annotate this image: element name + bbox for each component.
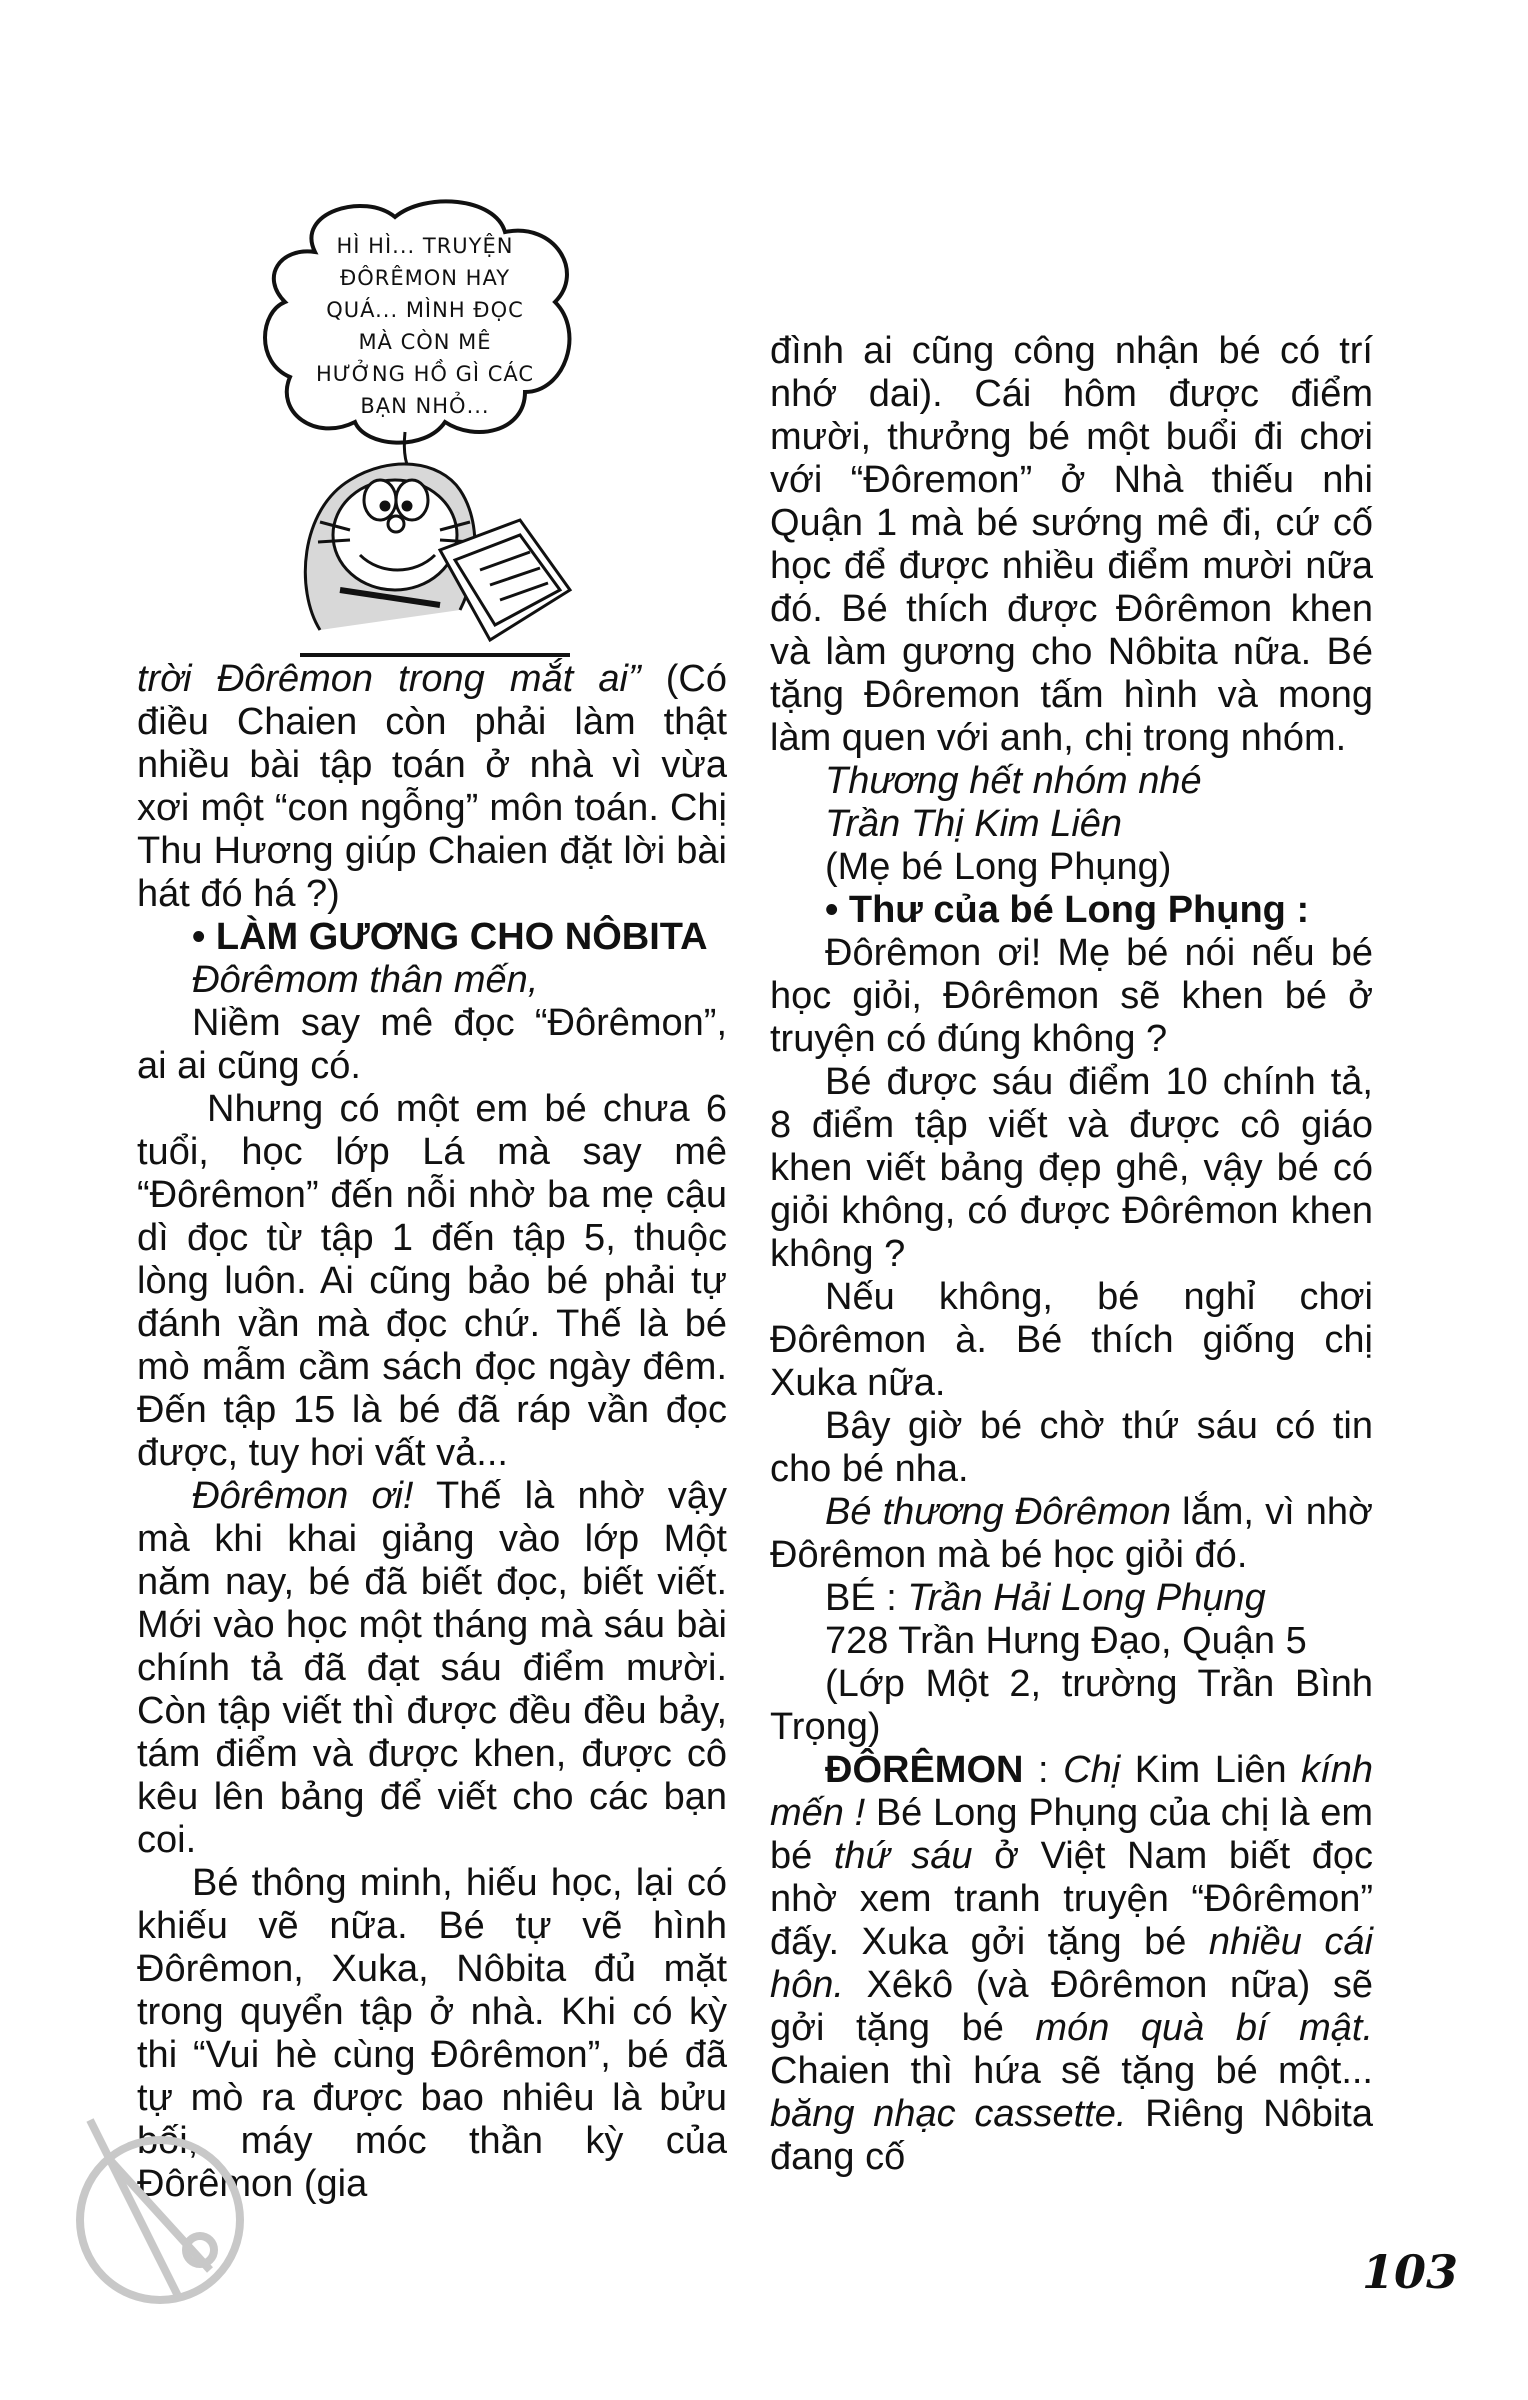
left-column — [137, 658, 727, 2206]
signature-line: (Mẹ bé Long Phụng) — [825, 846, 1172, 888]
bubble-line: ĐÔRÊMON HAY — [339, 266, 511, 290]
section-heading: • LÀM GƯƠNG CHO NÔBITA — [192, 916, 708, 958]
school-line: (Lớp Một 2, trường Trần Bình Trọng) — [770, 1663, 1373, 1748]
bubble-line: BẠN NHỎ... — [360, 394, 490, 418]
emphasis: Đôrêmon ơi! — [192, 1475, 414, 1517]
address-line: 728 Trần Hưng Đạo, Quận 5 — [825, 1620, 1307, 1662]
paragraph — [770, 1491, 1373, 1577]
greeting-text: Đôrêmom thân mến, — [192, 959, 539, 1001]
signoff: Thương hết nhóm nhé — [825, 760, 1202, 802]
reply-text: Chaien thì hứa sẽ tặng bé một... — [770, 2050, 1373, 2092]
signature-line — [770, 803, 1373, 846]
paragraph: Niềm say mê đọc “Đôrêmon”, ai ai cũng có. — [137, 1002, 727, 1087]
signer-name: Trần Hải Long Phụng — [907, 1577, 1266, 1619]
reply-text: Bé Long Phụng của chị là em bé — [770, 1792, 1373, 1877]
speech-bubble-text — [290, 230, 560, 422]
reply-text: : — [1023, 1749, 1064, 1791]
letter-greeting — [137, 959, 727, 1002]
doraemon-reading-illustration — [290, 440, 580, 660]
bubble-line: HÌ HÌ... TRUYỆN — [336, 234, 514, 258]
reply-emphasis: nhiều cái hôn. — [770, 1921, 1373, 2006]
paragraph: Bé được sáu điểm 10 chính tả, 8 điểm tập viết và được cô giáo khen viết bảng đẹp ghê, vậy bé có giỏi không, có được Đôrêmon khen không ? — [770, 1061, 1373, 1275]
emphasis: Bé thương Đôrêmon — [825, 1491, 1172, 1533]
paragraph: Nhưng có một em bé chưa 6 tuổi, học lớp Lá mà say mê “Đôrêmon” đến nỗi nhờ ba mẹ cậu dì đọc từ tập 1 đến tập 5, thuộc lòng luôn. Ai cũng bảo bé phải tự đánh vần mà đọc chứ. Thế là bé mò mẫm cầm sách đọc ngày đêm. Đến tập 15 là bé đã ráp vần đọc được, tuy hơi vất vả... — [137, 1088, 727, 1474]
reply-emphasis: thứ sáu — [833, 1835, 973, 1877]
reply-text: Kim Liên — [1120, 1749, 1302, 1791]
signature-line — [770, 1577, 1373, 1620]
doraemon-logo-watermark — [60, 2100, 260, 2310]
paragraph: Đôrêmon ơi! Mẹ bé nói nếu bé học giỏi, Đôrêmon sẽ khen bé ở truyện có đúng không ? — [770, 932, 1373, 1060]
signature-line — [770, 760, 1373, 803]
signer-name: Trần Thị Kim Liên — [825, 803, 1123, 845]
paragraph: Bây giờ bé chờ thứ sáu có tin cho bé nha. — [770, 1405, 1373, 1490]
song-title: trời Đôrêmon trong mắt ai” — [137, 658, 641, 700]
paragraph: đình ai cũng công nhận bé có trí nhớ dai). Cái hôm được điểm mười, thưởng bé một buổi đi chơi với “Đôremon” ở Nhà thiếu nhi Quận 1 mà bé sướng mê đi, cứ cố học để được nhiều điểm mười nữa đó. Bé thích được Đôrêmon khen và làm gương cho Nôbita nữa. Bé tặng Đôremon tấm hình và mong làm quen với anh, chị trong nhóm. — [770, 330, 1373, 759]
paragraph — [137, 1475, 727, 1862]
right-column — [770, 330, 1373, 2179]
paragraph: Nếu không, bé nghỉ chơi Đôrêmon à. Bé thích giống chị Xuka nữa. — [770, 1276, 1373, 1404]
reply-text: ở Việt Nam biết đọc nhờ xem tranh truyện “Đôrêmon” đấy. Xuka gởi tặng bé — [770, 1835, 1374, 1963]
reply-text: Riêng Nôbita đang cố — [770, 2093, 1373, 2178]
reply-emphasis: băng nhạc cassette. — [770, 2093, 1127, 2135]
section-heading: • Thư của bé Long Phụng : — [825, 889, 1310, 931]
reply-label: ĐÔRÊMON — [825, 1749, 1024, 1791]
bubble-line: MÀ CÒN MÊ — [358, 330, 492, 354]
bubble-line: HƯỞNG HỒ GÌ CÁC — [315, 362, 535, 386]
paragraph-text: Thế là nhờ vậy mà khi khai giảng vào lớp Một năm nay, bé đã biết đọc, biết viết. Mới vào học một tháng mà sáu bài chính tả đã đạt sáu điểm mười. Còn tập viết thì được đều đều bảy, tám điểm và được khen, được cô kêu lên bảng để viết cho các bạn coi. — [137, 1475, 727, 1861]
reply-text: Xêkô (và Đôrêmon nữa) sẽ gởi tặng bé — [770, 1964, 1373, 2049]
signature-label: BÉ : — [825, 1577, 908, 1619]
reply-emphasis: món quà bí mật. — [1035, 2007, 1373, 2049]
reply-emphasis: kính mến ! — [770, 1749, 1373, 1834]
page-number: 103 — [1362, 2245, 1459, 2299]
paragraph-text: lắm, vì nhờ Đôrêmon mà bé học giỏi đó. — [770, 1491, 1373, 1576]
reply-paragraph — [770, 1749, 1373, 2179]
paragraph — [137, 658, 727, 916]
paragraph: Bé thông minh, hiếu học, lại có khiếu vẽ nữa. Bé tự vẽ hình Đôrêmon, Xuka, Nôbita đủ mặt trong quyển tập ở nhà. Khi có kỳ thi “Vui hè cùng Đôrêmon”, bé đã tự mò ra được bao nhiêu là bửu bối, máy móc thần kỳ của Đôrêmon (gia — [137, 1862, 727, 2205]
reply-emphasis: Chị — [1063, 1749, 1121, 1791]
paragraph-text: (Có điều Chaien còn phải làm thật nhiều bài tập toán ở nhà vì vừa xơi một “con ngỗng” môn toán. Chị Thu Hương giúp Chaien đặt lời bài hát đó há ?) — [137, 658, 727, 915]
bubble-line: QUÁ... MÌNH ĐỌC — [326, 298, 524, 322]
